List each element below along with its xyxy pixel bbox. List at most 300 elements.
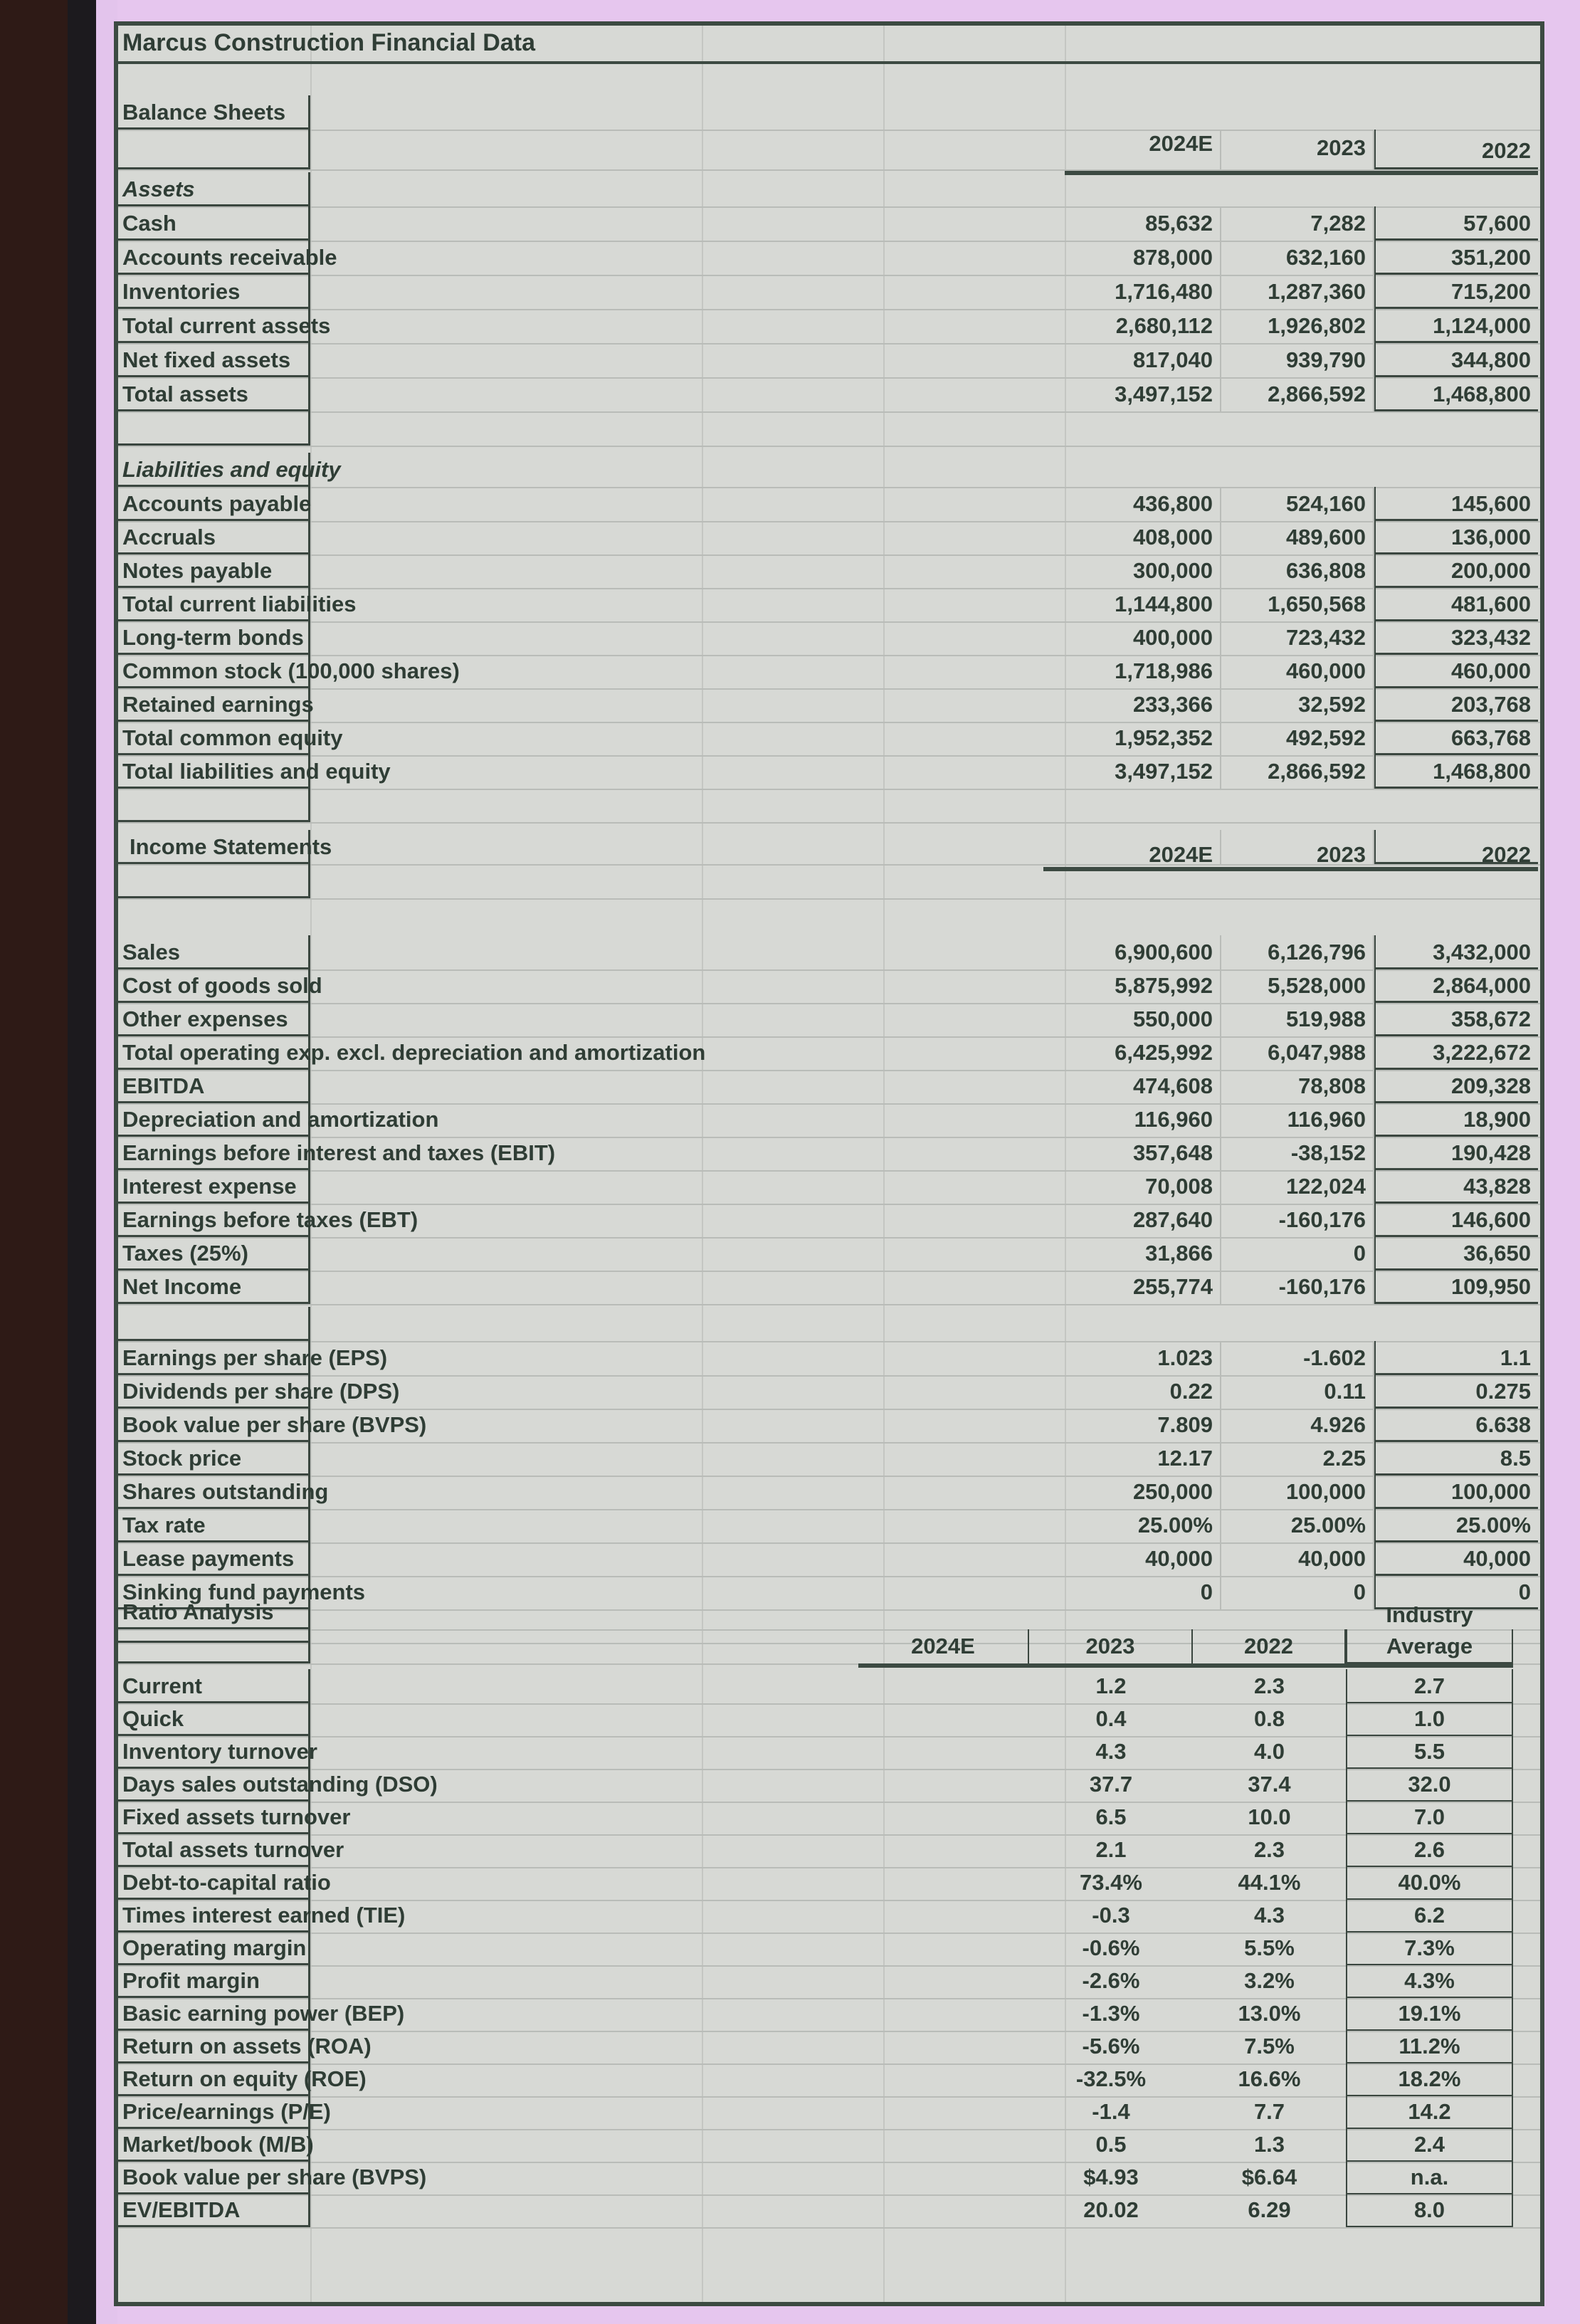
table-row	[118, 487, 1540, 522]
value-cell[interactable]: 116,960	[1221, 1103, 1374, 1137]
table-row	[118, 2128, 1540, 2163]
value-cell[interactable]: 7.809	[1065, 1408, 1221, 1442]
table-row	[118, 864, 1540, 900]
value-cell[interactable]: 5.5%	[1244, 1935, 1295, 1960]
value-cell[interactable]: 122,024	[1221, 1169, 1374, 1204]
value-cell[interactable]: 1,124,000	[1374, 309, 1538, 343]
value-cell[interactable]	[858, 1800, 1029, 1834]
value-cell[interactable]: 100,000	[1221, 1475, 1374, 1509]
row-label-common-stock-100-000-shares[interactable]: Common stock (100,000 shares)	[118, 654, 310, 688]
value-cell[interactable]	[858, 2160, 1029, 2194]
value-cell[interactable]: 44.1%	[1238, 1870, 1301, 1895]
row-label-inventory-turnover[interactable]: Inventory turnover	[118, 1735, 310, 1769]
col-header-2022: 2022	[1374, 830, 1538, 864]
value-cell[interactable]: 7.5%	[1244, 2034, 1295, 2059]
row-label-tax-rate[interactable]: Tax rate	[118, 1508, 310, 1542]
value-cell[interactable]: 25.00%	[1374, 1508, 1538, 1542]
value-cell[interactable]: 939,790	[1221, 343, 1374, 377]
table-row	[118, 621, 1540, 656]
table-row	[118, 1669, 1540, 1705]
row-label-basic-earning-power-bep[interactable]: Basic earning power (BEP)	[118, 1997, 310, 2031]
empty-label-cell	[118, 130, 310, 169]
value-cell[interactable]: 550,000	[1065, 1002, 1221, 1036]
row-label-earnings-before-interest-and-taxes-ebit[interactable]: Earnings before interest and taxes (EBIT)	[118, 1136, 310, 1170]
row-label-ev-ebitda[interactable]: EV/EBITDA	[118, 2193, 310, 2227]
monitor-bezel	[0, 0, 68, 2324]
value-cell[interactable]: 519,988	[1221, 1002, 1374, 1036]
value-cell[interactable]: 1,468,800	[1374, 377, 1538, 411]
row-label-interest-expense[interactable]: Interest expense	[118, 1169, 310, 1204]
value-cell[interactable]: 6,425,992	[1065, 1036, 1221, 1070]
value-cell[interactable]: 233,366	[1065, 688, 1221, 722]
table-row	[118, 1898, 1540, 1934]
row-label-lease-payments[interactable]: Lease payments	[118, 1542, 310, 1576]
value-cell[interactable]: -160,176	[1221, 1270, 1374, 1304]
value-cell[interactable]: 1.3	[1253, 2132, 1285, 2157]
value-cell[interactable]: 6,900,600	[1065, 935, 1221, 969]
value-cell[interactable]: 40,000	[1221, 1542, 1374, 1576]
row-label-sales[interactable]: Sales	[118, 935, 310, 969]
value-cell[interactable]: 489,600	[1221, 520, 1374, 554]
value-cell[interactable]: 25.00%	[1221, 1508, 1374, 1542]
value-cell[interactable]: 85,632	[1065, 206, 1221, 241]
table-row	[118, 1341, 1540, 1377]
value-cell[interactable]: 8.0	[1346, 2193, 1513, 2227]
value-cell[interactable]: 255,774	[1065, 1270, 1221, 1304]
table-row	[118, 1964, 1540, 1999]
balance-sheets-heading: Balance Sheets	[118, 95, 310, 130]
table-row	[118, 721, 1540, 757]
value-cell[interactable]: 145,600	[1374, 487, 1538, 521]
value-cell[interactable]: 0.11	[1221, 1374, 1374, 1409]
row-label-cost-of-goods-sold[interactable]: Cost of goods sold	[118, 969, 310, 1003]
value-cell[interactable]: 0.4	[1095, 1706, 1127, 1731]
value-cell[interactable]	[858, 1964, 1029, 1998]
row-label-net-fixed-assets[interactable]: Net fixed assets	[118, 343, 310, 377]
row-label-sinking-fund-payments[interactable]: Sinking fund payments	[118, 1575, 310, 1609]
row-label-other-expenses[interactable]: Other expenses	[118, 1002, 310, 1036]
value-cell[interactable]: -5.6%	[1082, 2034, 1140, 2059]
table-row	[118, 1408, 1540, 1444]
table-row	[118, 343, 1540, 379]
value-cell[interactable]: 344,800	[1374, 343, 1538, 377]
row-label-earnings-per-share-eps[interactable]: Earnings per share (EPS)	[118, 1341, 310, 1375]
balance-year-header-row	[118, 130, 1540, 171]
table-row	[118, 1069, 1540, 1105]
value-cell[interactable]: 8.5	[1374, 1441, 1538, 1476]
row-label-ebitda[interactable]: EBITDA	[118, 1069, 310, 1103]
value-cell[interactable]: 36,650	[1374, 1236, 1538, 1271]
value-cell[interactable]: 715,200	[1374, 275, 1538, 309]
table-row	[118, 1767, 1540, 1803]
value-cell[interactable]	[858, 2029, 1029, 2063]
value-cell[interactable]: 400,000	[1065, 621, 1221, 655]
value-cell[interactable]	[858, 2062, 1029, 2096]
value-cell[interactable]: 663,768	[1374, 721, 1538, 755]
value-cell[interactable]: 6.29	[1248, 2197, 1291, 2222]
value-cell[interactable]: 40.0%	[1346, 1866, 1513, 1900]
value-cell[interactable]: -160,176	[1221, 1203, 1374, 1237]
value-cell[interactable]: 357,648	[1065, 1136, 1221, 1170]
value-cell[interactable]	[858, 1898, 1029, 1933]
value-cell[interactable]: 57,600	[1374, 206, 1538, 241]
row-label-return-on-assets-roa[interactable]: Return on assets (ROA)	[118, 2029, 310, 2063]
value-cell[interactable]: 146,600	[1374, 1203, 1538, 1237]
row-label-shares-outstanding[interactable]: Shares outstanding	[118, 1475, 310, 1509]
table-row	[118, 520, 1540, 556]
value-cell[interactable]: 13.0%	[1238, 2001, 1301, 2026]
value-cell[interactable]: 492,592	[1221, 721, 1374, 755]
row-label-earnings-before-taxes-ebt[interactable]: Earnings before taxes (EBT)	[118, 1203, 310, 1237]
row-label-stock-price[interactable]: Stock price	[118, 1441, 310, 1476]
row-label-debt-to-capital-ratio[interactable]: Debt-to-capital ratio	[118, 1866, 310, 1900]
value-cell[interactable]: 2.3	[1253, 1837, 1285, 1862]
value-cell[interactable]: 3,497,152	[1065, 754, 1221, 789]
value-cell[interactable]: -1.3%	[1082, 2001, 1140, 2026]
value-cell[interactable]: 7.3%	[1346, 1931, 1513, 1965]
value-cell[interactable]: 2.25	[1221, 1441, 1374, 1476]
row-label-blank[interactable]	[118, 411, 310, 446]
row-label-net-income[interactable]: Net Income	[118, 1270, 310, 1304]
value-cell[interactable]: -32.5%	[1075, 2066, 1147, 2091]
value-cell[interactable]: 3,432,000	[1374, 935, 1538, 969]
value-cell[interactable]: 2.7	[1346, 1669, 1513, 1703]
table-row	[118, 1735, 1540, 1770]
empty-label-cell	[118, 1629, 310, 1663]
value-cell[interactable]: 1.0	[1346, 1702, 1513, 1736]
value-cell[interactable]: 18,900	[1374, 1103, 1538, 1137]
value-cell[interactable]: 3.2%	[1244, 1968, 1295, 1993]
value-cell[interactable]: 7.7	[1253, 2099, 1285, 2124]
row-label-current[interactable]: Current	[118, 1669, 310, 1703]
value-cell[interactable]: 1,468,800	[1374, 754, 1538, 789]
value-cell[interactable]: 12.17	[1065, 1441, 1221, 1476]
value-cell[interactable]: -38,152	[1221, 1136, 1374, 1170]
value-cell[interactable]: 5,875,992	[1065, 969, 1221, 1003]
table-row	[118, 1931, 1540, 1967]
table-row	[118, 1236, 1540, 1272]
table-row	[118, 453, 1540, 488]
spreadsheet[interactable]	[114, 21, 1544, 2306]
value-cell[interactable]: 6,047,988	[1221, 1036, 1374, 1070]
value-cell[interactable]: 6.5	[1095, 1804, 1127, 1829]
row-label-days-sales-outstanding-dso[interactable]: Days sales outstanding (DSO)	[118, 1767, 310, 1802]
industry-header-row	[118, 1595, 1540, 1631]
value-cell[interactable]: -0.3	[1092, 1903, 1130, 1928]
value-cell[interactable]: 209,328	[1374, 1069, 1538, 1103]
value-cell[interactable]: 323,432	[1374, 621, 1538, 655]
table-row	[118, 1036, 1540, 1071]
value-cell[interactable]: 2,866,592	[1221, 377, 1374, 411]
value-cell[interactable]: 287,640	[1065, 1203, 1221, 1237]
row-label-price-earnings-p-e[interactable]: Price/earnings (P/E)	[118, 2095, 310, 2129]
value-cell[interactable]: 6,126,796	[1221, 935, 1374, 969]
value-cell[interactable]: 78,808	[1221, 1069, 1374, 1103]
value-cell[interactable]: 31,866	[1065, 1236, 1221, 1271]
value-cell[interactable]: 0	[1065, 1575, 1221, 1609]
value-cell[interactable]: 7,282	[1221, 206, 1374, 241]
value-cell[interactable]: 358,672	[1374, 1002, 1538, 1036]
table-row	[118, 1475, 1540, 1510]
value-cell[interactable]: -1.602	[1221, 1341, 1374, 1375]
value-cell[interactable]: 4.0	[1253, 1739, 1285, 1764]
row-label-total-current-assets[interactable]: Total current assets	[118, 309, 310, 343]
table-row	[118, 206, 1540, 242]
value-cell[interactable]: 7.0	[1346, 1800, 1513, 1834]
table-row	[118, 1307, 1540, 1342]
value-cell[interactable]: 20.02	[1083, 2197, 1139, 2222]
value-cell[interactable]: 1.023	[1065, 1341, 1221, 1375]
table-row	[118, 1103, 1540, 1138]
value-cell[interactable]: 19.1%	[1346, 1997, 1513, 2031]
table-row	[118, 1136, 1540, 1172]
value-cell[interactable]	[858, 1669, 1029, 1703]
value-cell[interactable]: 0.22	[1065, 1374, 1221, 1409]
row-label-total-operating-exp-excl-depreciation-and-amortization[interactable]: Total operating exp. excl. depreciation and amortization	[118, 1036, 310, 1070]
value-cell[interactable]: 4.3	[1095, 1739, 1127, 1764]
row-label-ratio-analysis[interactable]: Ratio Analysis	[118, 1595, 310, 1629]
value-cell[interactable]: -1.4	[1092, 2099, 1130, 2124]
industry-header: Industry	[1386, 1602, 1473, 1627]
row-label-total-assets[interactable]: Total assets	[118, 377, 310, 411]
table-row	[118, 377, 1540, 413]
table-row	[118, 587, 1540, 623]
table-row	[118, 1374, 1540, 1410]
row-label-blank[interactable]	[118, 788, 310, 822]
value-cell[interactable]: 460,000	[1221, 654, 1374, 688]
row-label-total-liabilities-and-equity[interactable]: Total liabilities and equity	[118, 754, 310, 789]
value-cell[interactable]: 0	[1221, 1236, 1374, 1271]
value-cell[interactable]: 474,608	[1065, 1069, 1221, 1103]
row-label-quick[interactable]: Quick	[118, 1702, 310, 1736]
value-cell[interactable]: $4.93	[1083, 2165, 1139, 2189]
table-row	[118, 309, 1540, 345]
ratio-year-header-row	[118, 1629, 1540, 1665]
value-cell[interactable]: 73.4%	[1080, 1870, 1142, 1895]
table-row	[118, 1833, 1540, 1868]
value-cell[interactable]: 25.00%	[1065, 1508, 1221, 1542]
value-cell[interactable]: 1,144,800	[1065, 587, 1221, 621]
value-cell[interactable]: 16.6%	[1238, 2066, 1301, 2091]
row-label-accounts-payable[interactable]: Accounts payable	[118, 487, 310, 521]
value-cell[interactable]: 2,680,112	[1065, 309, 1221, 343]
row-label-market-book-m-b[interactable]: Market/book (M/B)	[118, 2128, 310, 2162]
value-cell[interactable]: $6.64	[1241, 2165, 1297, 2189]
value-cell[interactable]: 37.4	[1248, 1772, 1291, 1797]
value-cell[interactable]: 32,592	[1221, 688, 1374, 722]
value-cell[interactable]: -0.6%	[1082, 1935, 1140, 1960]
value-cell[interactable]: 5,528,000	[1221, 969, 1374, 1003]
value-cell[interactable]	[858, 2095, 1029, 2129]
value-cell[interactable]: 1,952,352	[1065, 721, 1221, 755]
value-cell[interactable]: 2.1	[1095, 1837, 1127, 1862]
value-cell[interactable]: 1,287,360	[1221, 275, 1374, 309]
row-label-profit-margin[interactable]: Profit margin	[118, 1964, 310, 1998]
value-cell[interactable]: 1,718,986	[1065, 654, 1221, 688]
value-cell[interactable]: 4.3	[1253, 1903, 1285, 1928]
table-row	[118, 2160, 1540, 2196]
value-cell[interactable]: 524,160	[1221, 487, 1374, 521]
row-label-assets[interactable]: Assets	[118, 172, 310, 206]
table-row	[118, 275, 1540, 310]
table-row	[118, 754, 1540, 790]
value-cell[interactable]: 2,866,592	[1221, 754, 1374, 789]
table-row	[118, 1441, 1540, 1477]
col-header-2024e: 2024E	[858, 1629, 1029, 1663]
value-cell[interactable]: 40,000	[1065, 1542, 1221, 1576]
table-row	[118, 688, 1540, 723]
value-cell[interactable]	[858, 1702, 1029, 1736]
value-cell[interactable]: 70,008	[1065, 1169, 1221, 1204]
table-row	[118, 172, 1540, 208]
value-cell[interactable]: 14.2	[1346, 2095, 1513, 2129]
value-cell[interactable]	[858, 2193, 1029, 2227]
value-cell[interactable]: 300,000	[1065, 554, 1221, 588]
value-cell[interactable]: 6.2	[1346, 1898, 1513, 1933]
value-cell[interactable]: 32.0	[1346, 1767, 1513, 1802]
value-cell[interactable]	[858, 1735, 1029, 1769]
value-cell[interactable]: 5.5	[1346, 1735, 1513, 1769]
row-label-depreciation-and-amortization[interactable]: Depreciation and amortization	[118, 1103, 310, 1137]
row-label-total-current-liabilities[interactable]: Total current liabilities	[118, 587, 310, 621]
value-cell[interactable]: 6.638	[1374, 1408, 1538, 1442]
value-cell[interactable]: 0.5	[1095, 2132, 1127, 2157]
row-label-blank[interactable]	[118, 1307, 310, 1341]
section-heading-row	[118, 95, 1540, 131]
table-row	[118, 1270, 1540, 1305]
table-row	[118, 1866, 1540, 1901]
value-cell[interactable]: 723,432	[1221, 621, 1374, 655]
table-row	[118, 1002, 1540, 1038]
value-cell[interactable]: 636,808	[1221, 554, 1374, 588]
row-label-total-common-equity[interactable]: Total common equity	[118, 721, 310, 755]
value-cell[interactable]: 0	[1221, 1575, 1374, 1609]
value-cell[interactable]: 2.3	[1253, 1673, 1285, 1698]
value-cell[interactable]: n.a.	[1346, 2160, 1513, 2194]
value-cell[interactable]: 3,222,672	[1374, 1036, 1538, 1070]
value-cell[interactable]	[858, 1997, 1029, 2031]
row-label-return-on-equity-roe[interactable]: Return on equity (ROE)	[118, 2062, 310, 2096]
income-year-header-row	[118, 830, 1540, 866]
value-cell[interactable]: 0.275	[1374, 1374, 1538, 1409]
value-cell[interactable]: 632,160	[1221, 241, 1374, 275]
table-row	[118, 1169, 1540, 1205]
row-label-accruals[interactable]: Accruals	[118, 520, 310, 554]
value-cell[interactable]: 1.1	[1374, 1341, 1538, 1375]
table-row	[118, 2029, 1540, 2065]
value-cell[interactable]	[858, 1866, 1029, 1900]
row-label-retained-earnings[interactable]: Retained earnings	[118, 688, 310, 722]
value-cell[interactable]: 408,000	[1065, 520, 1221, 554]
value-cell[interactable]: 18.2%	[1346, 2062, 1513, 2096]
value-cell[interactable]: 3,497,152	[1065, 377, 1221, 411]
value-cell[interactable]	[858, 1931, 1029, 1965]
row-label-liabilities-and-equity[interactable]: Liabilities and equity	[118, 453, 310, 487]
value-cell[interactable]: 436,800	[1065, 487, 1221, 521]
monitor-bezel-inner	[68, 0, 96, 2324]
row-label-dividends-per-share-dps[interactable]: Dividends per share (DPS)	[118, 1374, 310, 1409]
value-cell[interactable]: 0.8	[1253, 1706, 1285, 1731]
value-cell[interactable]: 37.7	[1089, 1772, 1133, 1797]
row-label-cash[interactable]: Cash	[118, 206, 310, 241]
value-cell[interactable]: 116,960	[1065, 1103, 1221, 1137]
row-label-book-value-per-share-bvps[interactable]: Book value per share (BVPS)	[118, 2160, 310, 2194]
table-row	[118, 1203, 1540, 1239]
header-underline	[858, 1663, 1513, 1668]
value-cell[interactable]: 200,000	[1374, 554, 1538, 588]
row-label-times-interest-earned-tie[interactable]: Times interest earned (TIE)	[118, 1898, 310, 1933]
value-cell[interactable]: 1,650,568	[1221, 587, 1374, 621]
value-cell[interactable]: 2,864,000	[1374, 969, 1538, 1003]
value-cell[interactable]: 1.2	[1095, 1673, 1127, 1698]
value-cell[interactable]	[858, 1767, 1029, 1802]
col-header-2023: 2023	[1221, 130, 1374, 169]
value-cell[interactable]: 460,000	[1374, 654, 1538, 688]
row-label-inventories[interactable]: Inventories	[118, 275, 310, 309]
value-cell[interactable]: 2.4	[1346, 2128, 1513, 2162]
value-cell[interactable]: 10.0	[1248, 1804, 1291, 1829]
table-row	[118, 2062, 1540, 2098]
value-cell[interactable]	[858, 2128, 1029, 2162]
value-cell[interactable]: 136,000	[1374, 520, 1538, 554]
row-label-taxes-25[interactable]: Taxes (25%)	[118, 1236, 310, 1271]
table-row	[118, 1997, 1540, 2032]
value-cell[interactable]: 250,000	[1065, 1475, 1221, 1509]
row-label-fixed-assets-turnover[interactable]: Fixed assets turnover	[118, 1800, 310, 1834]
table-row	[118, 554, 1540, 589]
col-header-2022: 2022	[1193, 1629, 1346, 1663]
value-cell[interactable]: -2.6%	[1082, 1968, 1140, 1993]
value-cell[interactable]: 1,926,802	[1221, 309, 1374, 343]
table-row	[118, 1800, 1540, 1836]
value-cell[interactable]: 203,768	[1374, 688, 1538, 722]
value-cell[interactable]: 817,040	[1065, 343, 1221, 377]
table-row	[118, 654, 1540, 690]
row-label-income-statements[interactable]: Income Statements	[118, 830, 310, 864]
row-label-accounts-receivable[interactable]: Accounts receivable	[118, 241, 310, 275]
table-row	[118, 788, 1540, 824]
value-cell[interactable]: 351,200	[1374, 241, 1538, 275]
value-cell[interactable]: 100,000	[1374, 1475, 1538, 1509]
col-header-2023: 2023	[1029, 1629, 1193, 1663]
row-label-long-term-bonds[interactable]: Long-term bonds	[118, 621, 310, 655]
value-cell[interactable]: 1,716,480	[1065, 275, 1221, 309]
value-cell[interactable]: 109,950	[1374, 1270, 1538, 1304]
value-cell[interactable]: 481,600	[1374, 587, 1538, 621]
row-label-total-assets-turnover[interactable]: Total assets turnover	[118, 1833, 310, 1867]
value-cell[interactable]: 190,428	[1374, 1136, 1538, 1170]
value-cell[interactable]: 4.3%	[1346, 1964, 1513, 1998]
value-cell[interactable]: 878,000	[1065, 241, 1221, 275]
value-cell[interactable]: 43,828	[1374, 1169, 1538, 1204]
row-label-book-value-per-share-bvps[interactable]: Book value per share (BVPS)	[118, 1408, 310, 1442]
row-label-blank[interactable]	[118, 864, 310, 898]
col-header-2024e: 2024E	[1065, 130, 1221, 169]
value-cell[interactable]: 2.6	[1346, 1833, 1513, 1867]
value-cell[interactable]: 0	[1374, 1575, 1538, 1609]
value-cell[interactable]: 11.2%	[1346, 2029, 1513, 2063]
row-label-notes-payable[interactable]: Notes payable	[118, 554, 310, 588]
col-header-2023: 2023	[1221, 830, 1374, 864]
col-header-2022: 2022	[1374, 130, 1538, 169]
table-row	[118, 1508, 1540, 1544]
value-cell[interactable]: 40,000	[1374, 1542, 1538, 1576]
row-label-operating-margin[interactable]: Operating margin	[118, 1931, 310, 1965]
sheet-title: Marcus Construction Financial Data	[122, 29, 535, 56]
value-cell[interactable]	[858, 1833, 1029, 1867]
table-row	[118, 411, 1540, 447]
value-cell[interactable]: 4.926	[1221, 1408, 1374, 1442]
